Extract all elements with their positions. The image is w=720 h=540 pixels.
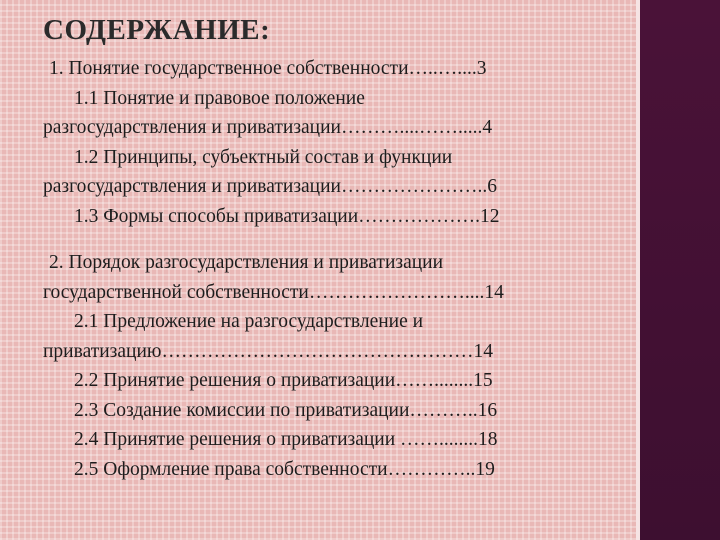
side-band bbox=[640, 0, 720, 540]
toc-entry-1-2-cont: разгосударствления и приватизации…………………..6 bbox=[43, 176, 497, 197]
toc-entry-2-4: 2.4 Принятие решения о приватизации ……........18 bbox=[74, 429, 498, 450]
toc-entry-2-2: 2.2 Принятие решения о приватизации……........15 bbox=[74, 370, 493, 391]
toc-entry-2-1-cont: приватизацию…………………………………………14 bbox=[43, 340, 493, 362]
section-gap bbox=[43, 231, 628, 248]
toc-entry-1-2: 1.2 Принципы, субъектный состав и функции bbox=[74, 146, 453, 168]
toc-entry-2-cont: государственной собственности……………………....14 bbox=[43, 281, 504, 303]
toc-entry-2: 2. Порядок разгосударствления и приватизации bbox=[49, 252, 444, 273]
toc-entry-1-3: 1.3 Формы способы приватизации……………….12 bbox=[74, 205, 500, 227]
toc-entry-2-5: 2.5 Оформление права собственности…………..19 bbox=[74, 458, 495, 480]
toc-entry-1-1: 1.1 Понятие и правовое положение bbox=[74, 87, 365, 109]
page-title: СОДЕРЖАНИЕ: bbox=[43, 14, 271, 46]
toc-entry-2-1: 2.1 Предложение на разгосударствление и bbox=[74, 311, 424, 332]
table-of-contents bbox=[43, 54, 628, 484]
toc-entry-1-1-cont: разгосударствления и приватизации………....…….....4 bbox=[43, 117, 493, 138]
toc-entry-1: 1. Понятие государственное собственности…..…....3 bbox=[49, 58, 487, 79]
toc-entry-2-3: 2.3 Создание комиссии по приватизации………..16 bbox=[74, 399, 498, 421]
